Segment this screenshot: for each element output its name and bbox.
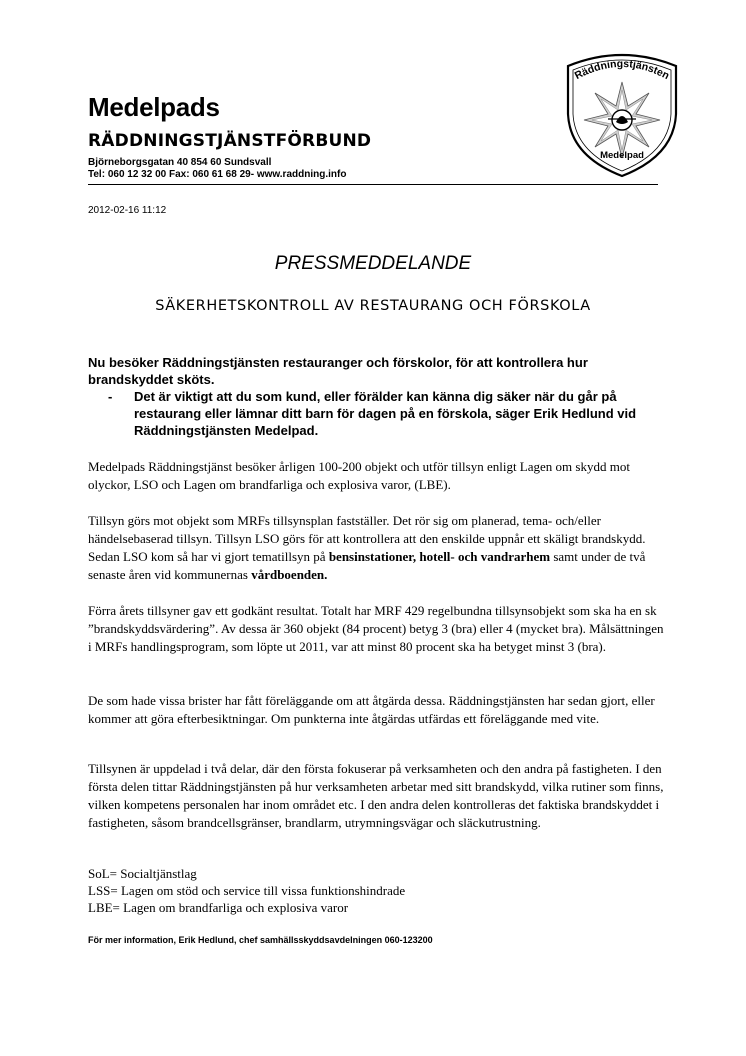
- quote-dash: -: [108, 389, 113, 404]
- emblem-top-text: Räddningstjänsten: [572, 57, 672, 83]
- body-paragraph-1: [88, 458, 668, 494]
- abbreviation-item: SoL= Socialtjänstlag: [88, 866, 197, 881]
- header-divider: [88, 184, 658, 185]
- address-line: Björneborgsgatan 40 854 60 Sundsvall: [88, 157, 272, 168]
- paragraph-text: De som hade vissa brister har fått föreläggande om att åtgärda dessa. Räddningstjänsten har sedan gjort, eller kommer att göra efterbesiktningar. Om punkterna inte åtgärdas utfärdas ett föreläggande med vite.: [88, 693, 655, 726]
- org-subtitle: RÄDDNINGSTJÄNSTFÖRBUND: [88, 131, 372, 151]
- paragraph-text: Medelpads Räddningstjänst besöker årligen 100-200 objekt och utför tillsyn enligt Lagen om skydd mot olyckor, LSO och Lagen om brandfarliga och explosiva varor, (LBE).: [88, 459, 630, 492]
- body-paragraph-2: [88, 512, 668, 584]
- body-paragraph-5: [88, 760, 668, 832]
- contact-footer: För mer information, Erik Hedlund, chef samhällsskyddsavdelningen 060-123200: [88, 935, 433, 945]
- contact-line: Tel: 060 12 32 00 Fax: 060 61 68 29- www.raddning.info: [88, 169, 347, 180]
- paragraph-text: Förra årets tillsyner gav ett godkänt resultat. Totalt har MRF 429 regelbundna tillsynsobjekt som ska ha en sk ”brandskyddsvärdering”. Av dessa är 360 objekt (84 procent) betyg 3 (bra) eller 4 (mycket bra). Målsättningen i MRFs handlingsprogram, som löpte ut 2011, var att minst 80 procent ska ha betyget minst 3 (bra).: [88, 603, 664, 654]
- bold-segment: vårdboenden.: [251, 567, 328, 582]
- lead-section: [88, 354, 668, 439]
- lead-quote: [88, 388, 668, 439]
- release-date: 2012-02-16 11:12: [88, 205, 167, 216]
- paragraph-segment: samt under de två senaste åren vid kommunernas: [88, 549, 646, 582]
- headline: SÄKERHETSKONTROLL AV RESTAURANG OCH FÖRSKOLA: [155, 298, 591, 314]
- body-paragraph-4: [88, 692, 668, 728]
- abbreviation-item: LBE= Lagen om brandfarliga och explosiva varor: [88, 900, 349, 915]
- rescue-service-emblem-logo: [562, 52, 682, 178]
- document-title: PRESSMEDDELANDE: [274, 253, 472, 274]
- paragraph-text: Tillsynen är uppdelad i två delar, där den första fokuserar på verksamheten och den andra på fastigheten. I den första delen tittar Räddningstjänsten på hur verksamheten arbetar med sitt brandskydd, vilka rutiner som finns, vilken kompetens personalen har inom området etc. I den andra delen kontrolleras det faktiska brandskyddet i fastigheten, såsom brandcellsgränser, brandlarm, utrymningsvägar och släckutrustning.: [88, 761, 664, 830]
- org-name: Medelpads: [88, 92, 220, 122]
- body-paragraph-3: [88, 602, 668, 656]
- rescue-star-icon: [584, 82, 660, 158]
- quote-text: Det är viktigt att du som kund, eller förälder kan känna dig säker när du går på restaurang eller lämnar ditt barn för dagen på en förskola, säger Erik Hedlund vid Räddningstjänsten Medelpad.: [134, 389, 637, 438]
- lead-intro: Nu besöker Räddningstjänsten restauranger och förskolor, för att kontrollera hur brandskyddet sköts.: [88, 355, 588, 387]
- paragraph-text: [88, 512, 668, 584]
- bold-segment: bensinstationer, hotell- och vandrarhem: [328, 549, 551, 564]
- emblem-bottom-text: Medelpad: [600, 150, 644, 161]
- abbreviation-list: [88, 865, 668, 916]
- abbreviation-item: LSS= Lagen om stöd och service till vissa funktionshindrade: [88, 883, 406, 898]
- paragraph-segment: Tillsyn görs mot objekt som MRFs tillsynsplan fastställer. Det rör sig om planerad, tema- och/eller händelsebaserad tillsyn. Tillsyn LSO görs för att kontrollera att den enskilde uppnår ett skäligt brandskydd. Sedan LSO kom så har vi gjort tematillsyn på: [88, 513, 646, 564]
